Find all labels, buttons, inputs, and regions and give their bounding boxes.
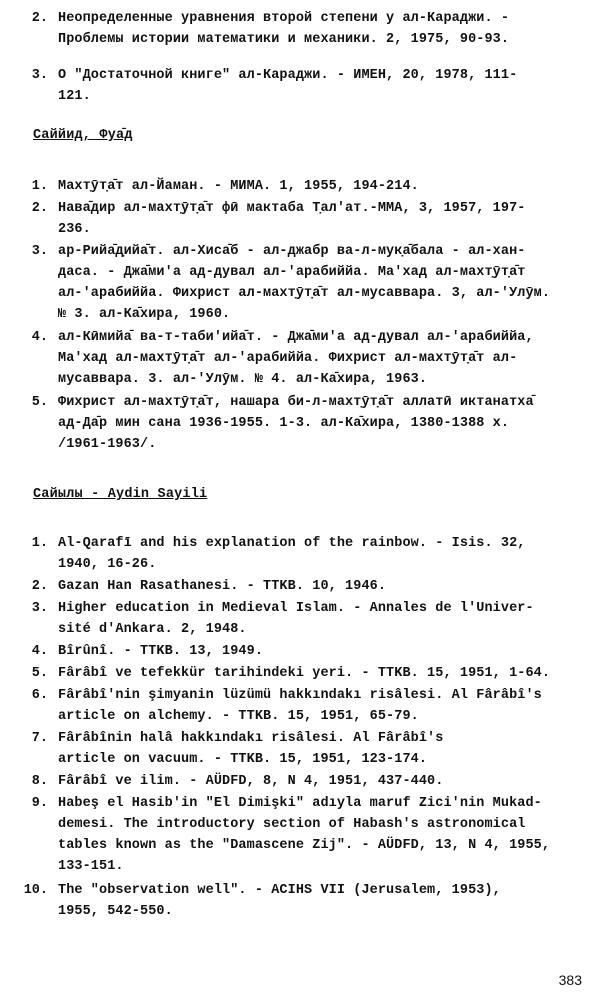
- section-heading: Саййид, Фуа̄д: [33, 128, 133, 143]
- entry-text: Gazan Han Rasathanesi. - TTKB. 10, 1946.: [58, 579, 387, 594]
- entry-text: Фихрист ал-махт̣ӯт̣а̄т, нашара би-л-махт̣ӯт̣а̄т аллатӣ иктанатха̄: [58, 395, 534, 410]
- entry-text: article on vacuum. - TTKB. 15, 1951, 123-174.: [58, 752, 428, 767]
- entry-text: Fârâbî ve ilim. - AÜDFD, 8, N 4, 1951, 437-440.: [58, 774, 444, 789]
- entry-text: Fârâbînin halâ hakkındakı risâlesi. Al Fârâbî's: [58, 731, 444, 746]
- entry-number: 8.: [31, 774, 48, 789]
- entry-text: мусаввара. 3. ал-'Улӯм. № 4. ал-Ка̄хира, 1963.: [58, 372, 428, 387]
- entry-number: 4.: [31, 644, 48, 659]
- entry-text: 1955, 542-550.: [58, 904, 173, 919]
- entry-number: 10.: [23, 883, 48, 898]
- entry-text: ал-Кӣмийа̄ ва-т-таби'ийа̄т. - Джа̄ми'а ад-дувал ал-'арабиййа,: [58, 330, 534, 345]
- entry-number: 5.: [31, 666, 48, 681]
- entry-text: 133-151.: [58, 859, 124, 874]
- entry-number: 9.: [31, 796, 48, 811]
- entry-number: 2.: [31, 201, 48, 216]
- entry-text: Fârâbî'nin şimyanin lüzümü hakkındakı risâlesi. Al Fârâbî's: [58, 688, 542, 703]
- entry-text: Неопределенные уравнения второй степени у ал-Караджи. -: [58, 11, 510, 26]
- entry-text: The "observation well". - ACIHS VII (Jerusalem, 1953),: [58, 883, 501, 898]
- entry-text: tables known as the "Damascene Zij". - AÜDFD, 13, N 4, 1955,: [58, 838, 551, 853]
- entry-text: О "Достаточной книге" ал-Караджи. - ИМЕН, 20, 1978, 111-: [58, 68, 518, 83]
- entry-text: Al-Qarafī and his explanation of the rainbow. - Isis. 32,: [58, 536, 526, 551]
- entry-text: article on alchemy. - TTKB. 15, 1951, 65-79.: [58, 709, 419, 724]
- entry-text: Ма'хад ал-махт̣ӯт̣а̄т ал-'арабиййа. Фихрист ал-махт̣ӯт̣а̄т ал-: [58, 351, 518, 366]
- entry-number: 3.: [31, 244, 48, 259]
- entry-number: 1.: [31, 179, 48, 194]
- entry-number: 6.: [31, 688, 48, 703]
- entry-text: 1940, 16-26.: [58, 557, 157, 572]
- entry-text: demesi. The introductory section of Habash's astronomical: [58, 817, 526, 832]
- section-heading: Сайылы - Aydin Sayili: [33, 487, 208, 502]
- page-number: 383: [558, 972, 582, 988]
- entry-text: Проблемы истории математики и механики. 2, 1975, 90-93.: [58, 32, 510, 47]
- entry-number: 2.: [31, 11, 48, 26]
- entry-text: sité d'Ankara. 2, 1948.: [58, 622, 247, 637]
- entry-text: Habeş el Hasib'in "El Dimişki" adıyla maruf Zici'nin Mukad-: [58, 796, 542, 811]
- entry-text: ал-'арабиййа. Фихрист ал-махт̣ӯт̣а̄т ал-мусаввара. 3, ал-'Улӯм.: [58, 286, 551, 301]
- entry-number: 3.: [31, 601, 48, 616]
- entry-number: 7.: [31, 731, 48, 746]
- entry-text: 121.: [58, 89, 91, 104]
- entry-number: 3.: [31, 68, 48, 83]
- entry-text: Higher education in Medieval Islam. - Annales de l'Univer-: [58, 601, 534, 616]
- entry-text: даса. - Джа̄ми'а ад-дувал ал-'арабиййа. Ма'хад ал-махт̣ӯт̣а̄т: [58, 265, 526, 280]
- entry-text: Fârâbî ve tefekkür tarihindeki yeri. - TTKB. 15, 1951, 1-64.: [58, 666, 551, 681]
- entry-number: 1.: [31, 536, 48, 551]
- entry-text: ар-Рийа̄д̣ийа̄т. ал-Хиса̄б - ал-джабр ва-л-мук̣а̄бала - ал-хан-: [58, 244, 526, 259]
- entry-text: Нава̄дир ал-махт̣ӯт̣а̄т фӣ мактаба Т̣ал'ат.-ММА, 3, 1957, 197-: [58, 201, 526, 216]
- entry-number: 4.: [31, 330, 48, 345]
- entry-text: 236.: [58, 222, 91, 237]
- entry-text: № 3. ал-Ка̄хира, 1960.: [58, 307, 231, 322]
- entry-text: ад-Да̄р мин сана 1936-1955. 1-3. ал-Ка̄хира, 1380-1388 х.: [58, 416, 510, 431]
- entry-number: 2.: [31, 579, 48, 594]
- entry-text: Bîrûnî. - TTKB. 13, 1949.: [58, 644, 264, 659]
- entry-text: /1961-1963/.: [58, 437, 157, 452]
- entry-text: Махт̣ӯт̣а̄т ал-Йаман. - МИМА. 1, 1955, 194-214.: [58, 179, 419, 194]
- entry-number: 5.: [31, 395, 48, 410]
